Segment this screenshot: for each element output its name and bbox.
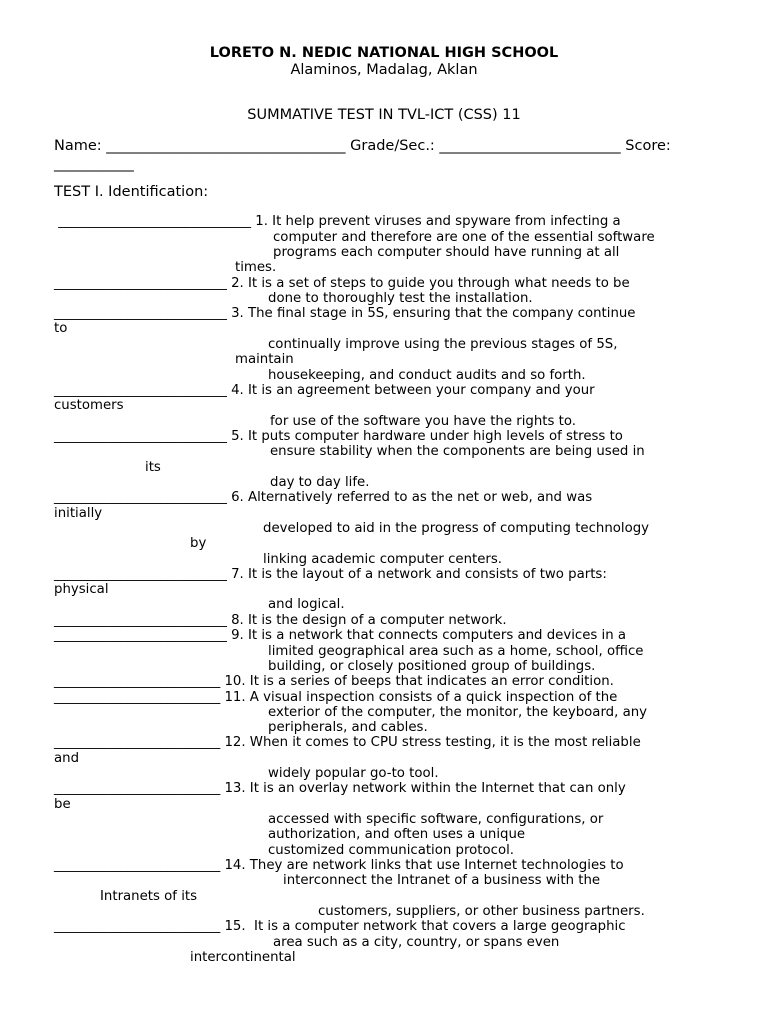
question-line: maintain <box>235 352 294 367</box>
question-line: _________________________ 15. It is a computer network that covers a large geographic <box>54 919 626 934</box>
question-line: ensure stability when the components are being used in <box>270 444 645 459</box>
question-line: customers, suppliers, or other business partners. <box>318 904 645 919</box>
question-line: customized communication protocol. <box>268 843 515 858</box>
score-blank: ___________ <box>54 156 134 172</box>
question-line: its <box>145 460 161 475</box>
section-title: TEST I. Identification: <box>54 184 209 200</box>
test-title: SUMMATIVE TEST IN TVL-ICT (CSS) 11 <box>247 107 521 123</box>
question-line: __________________________ 4. It is an agreement between your company and your <box>54 383 595 398</box>
question-line: area such as a city, country, or spans even <box>273 935 560 950</box>
question-line: _________________________ 12. When it comes to CPU stress testing, it is the most reliable <box>54 735 641 750</box>
question-line: __________________________ 3. The final stage in 5S, ensuring that the company continue <box>54 306 636 321</box>
question-line: by <box>190 536 207 551</box>
question-line: __________________________ 5. It puts computer hardware under high levels of stress to <box>54 429 623 444</box>
question-line: __________________________ 8. It is the design of a computer network. <box>54 613 507 628</box>
question-line: times. <box>235 260 277 275</box>
question-line: continually improve using the previous stages of 5S, <box>268 337 618 352</box>
question-line: _____________________________ 1. It help prevent viruses and spyware from infecting a <box>54 214 621 229</box>
question-line: linking academic computer centers. <box>263 552 503 567</box>
question-line: __________________________ 2. It is a set of steps to guide you through what needs to be <box>54 276 630 291</box>
question-line: widely popular go-to tool. <box>268 766 439 781</box>
question-line: _________________________ 11. A visual inspection consists of a quick inspection of the <box>54 690 618 705</box>
question-line: building, or closely positioned group of buildings. <box>268 659 596 674</box>
question-line: _________________________ 10. It is a series of beeps that indicates an error condition. <box>54 674 614 689</box>
student-info-line: Name: _________________________________ Grade/Sec.: _________________________ Score: <box>54 138 671 154</box>
question-line: and logical. <box>268 597 345 612</box>
question-line: customers <box>54 398 124 413</box>
question-line: physical <box>54 582 109 597</box>
question-line: Intranets of its <box>100 889 198 904</box>
question-line: interconnect the Intranet of a business with the <box>283 873 601 888</box>
question-line: housekeeping, and conduct audits and so forth. <box>268 368 586 383</box>
question-line: __________________________ 6. Alternatively referred to as the net or web, and was <box>54 490 593 505</box>
question-line: peripherals, and cables. <box>268 720 428 735</box>
question-line: initially <box>54 506 103 521</box>
question-line: and <box>54 751 80 766</box>
question-line: computer and therefore are one of the essential software <box>273 230 655 245</box>
question-line: be <box>54 797 71 812</box>
question-line: _________________________ 14. They are network links that use Internet technologies to <box>54 858 624 873</box>
question-line: for use of the software you have the rights to. <box>270 414 576 429</box>
question-line: intercontinental <box>190 950 296 965</box>
question-line: __________________________ 7. It is the layout of a network and consists of two parts: <box>54 567 607 582</box>
school-address: Alaminos, Madalag, Aklan <box>290 62 478 78</box>
question-line: to <box>54 321 68 336</box>
question-line: exterior of the computer, the monitor, the keyboard, any <box>268 705 648 720</box>
question-line: programs each computer should have running at all <box>273 245 620 260</box>
school-name: LORETO N. NEDIC NATIONAL HIGH SCHOOL <box>209 45 559 61</box>
question-line: __________________________ 9. It is a network that connects computers and devices in a <box>54 628 627 643</box>
question-line: done to thoroughly test the installation. <box>268 291 533 306</box>
question-line: accessed with specific software, configurations, or <box>268 812 604 827</box>
question-line: authorization, and often uses a unique <box>268 827 526 842</box>
question-line: day to day life. <box>270 475 370 490</box>
question-line: developed to aid in the progress of computing technology <box>263 521 650 536</box>
question-line: limited geographical area such as a home, school, office <box>268 644 644 659</box>
question-line: _________________________ 13. It is an overlay network within the Internet that can only <box>54 781 626 796</box>
